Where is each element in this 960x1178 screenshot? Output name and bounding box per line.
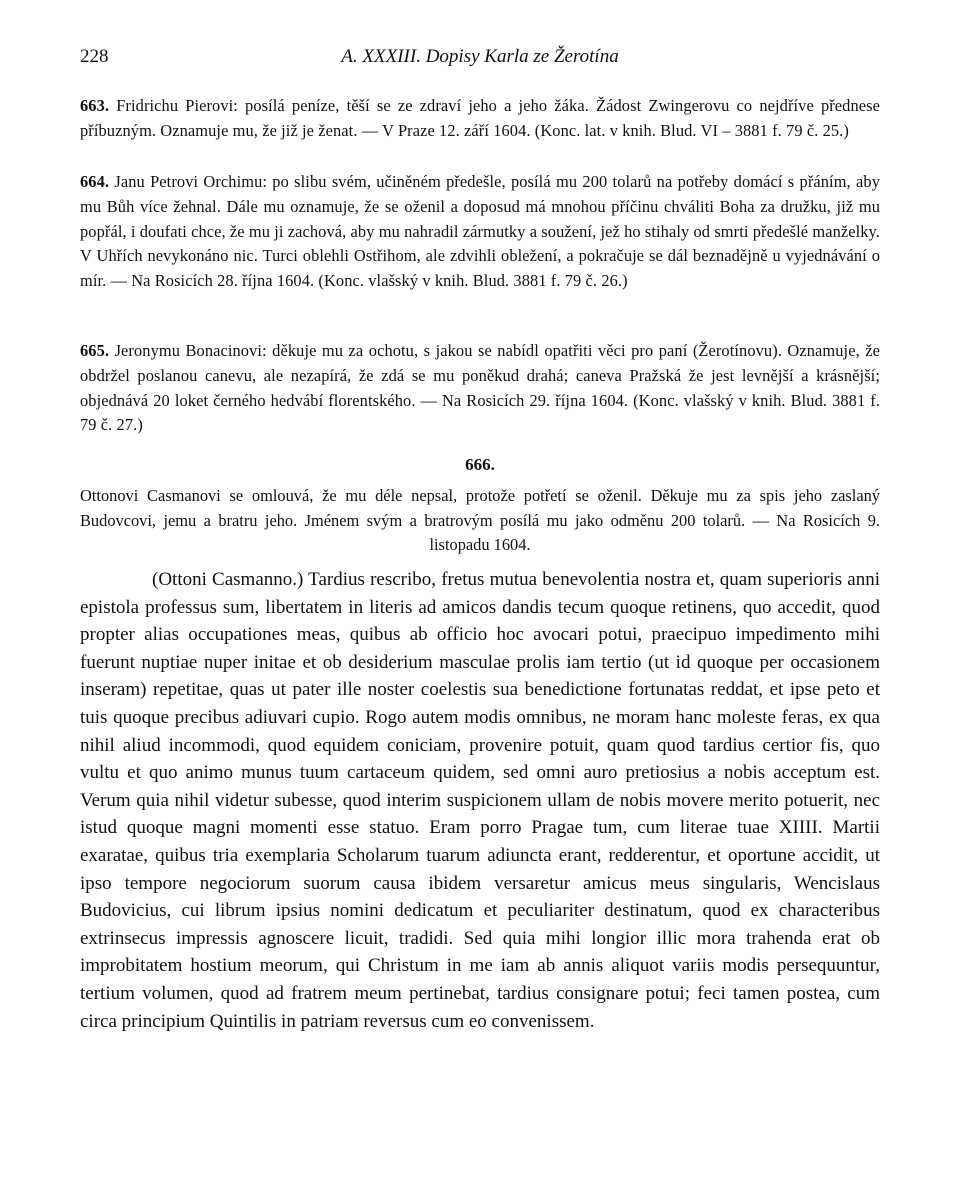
- regest-entry-665: [80, 339, 880, 438]
- entry-text: Fridrichu Pierovi: posílá peníze, těší se ze zdraví jeho a jeho žáka. Žádost Zwingerovu co nejdříve přednese příbuzným. Oznamuje mu, že již je ženat. — V Praze 12. září 1604. (Konc. lat. v knih. Blud. VI – 3881 f. 79 č. 25.): [80, 96, 880, 140]
- entry-number: 664.: [80, 172, 110, 191]
- letter-body: (Ottoni Casmanno.) Tardius rescribo, fretus mutua benevolentia nostra et, quam superioris anni epistola professus sum, libertatem in literis ad amicos dandis tecum quoque retinens, quo accedit, quod propter alias occupationes meas, quibus ab officio hoc avocari potui, praecipuo impedimento mihi fuerunt nuptiae nuper initae et ob desiderium masculae prolis iam tertio (ut id quoque per occasionem inseram) repetitae, quas ut pater ille noster coelestis sua benedictione fortunatas reddat, et ipse peto et tuis quoque precibus adiuvari cupio. Rogo autem modis omnibus, ne moram hanc moleste feras, ex qua nihil aliud incommodi, quod equidem coniciam, provenire potuit, quam quod tardius certior fis, quo vultu et quo animo munus tuum cartaceum quidem, sed omni auro pretiosius a nobis acceptum est. Verum quia nihil videtur subesse, quod interim suspicionem ullam de nobis movere merito potuerit, nec istud quoque magni momenti esse statuo. Eram porro Pragae tum, cum literae tuae XIIII. Martii exaratae, quibus tria exemplaria Scholarum tuarum adiuncta erant, redderentur, et oportune accidit, ut ipso tempore negociorum suorum causa ibidem versaretur amicus meus singularis, Wencislaus Budovicius, cui librum ipsius nomini dedicatum et peculiariter destinatum, quod ex characteribus extrinsecus impressis agnoscere licuit, tradidi. Sed quia mihi longior illic mora trahenda erat ob improbitatem hostium meorum, qui Christum in me iam ab annis aliquot variis modis persequuntur, tertium volumen, quod ad fratrem meum pertinebat, tardius consignare potui; feci tamen postea, cum circa principium Quintilis in patriam reversus cum eo convenissem.: [80, 569, 880, 1032]
- letter-number: 666.: [465, 455, 495, 474]
- entry-number: 665.: [80, 341, 110, 360]
- regest-entry-664: [80, 170, 880, 294]
- running-head: [80, 46, 880, 72]
- letter-summary: Ottonovi Casmanovi se omlouvá, že mu déle nepsal, protože potřetí se oženil. Děkuje mu za spis jeho zaslaný Budovcovi, jemu a bratru jeho. Jménem svým a bratrovým posílá mu jako odměnu 200 tolarů. — Na Rosicích 9. listopadu 1604.: [80, 486, 880, 555]
- page-number: 228: [80, 46, 109, 67]
- entry-number: 663.: [80, 96, 110, 115]
- entry-text: Jeronymu Bonacinovi: děkuje mu za ochotu, s jakou se nabídl opatřiti věci pro paní (Žerotínovu). Oznamuje, že obdržel poslanou canevu, ale nezapírá, že zdá se mu poněkud drahá; caneva Pražská že jest levnější a krásnější; objednává 20 loket černého hedvábí florentského. — Na Rosicích 29. října 1604. (Konc. vlašský v knih. Blud. 3881 f. 79 č. 27.): [80, 341, 881, 435]
- entry-text: Janu Petrovi Orchimu: po slibu svém, učiněném předešle, posílá mu 200 tolarů na potřeby domácí s přáním, aby mu Bůh více žehnal. Dále mu oznamuje, že se oženil a doposud má mnohou příčinu chváliti Boha za družku, již mu popřál, i doufati chce, že mu ji zachová, aby mu nahradil zármutky a soužení, jež ho stihaly od smrti předešlé manželky. V Uhřích nevykonáno nic. Turci oblehli Ostřihom, ale zdvihli obležení, a pokračuje se dál beznadějně u vyjednávání o mír. — Na Rosicích 28. října 1604. (Konc. vlašský v knih. Blud. 3881 f. 79 č. 26.): [80, 172, 880, 291]
- running-title: A. XXXIII. Dopisy Karla ze Žerotína: [341, 46, 619, 67]
- regest-entry-663: [80, 94, 880, 144]
